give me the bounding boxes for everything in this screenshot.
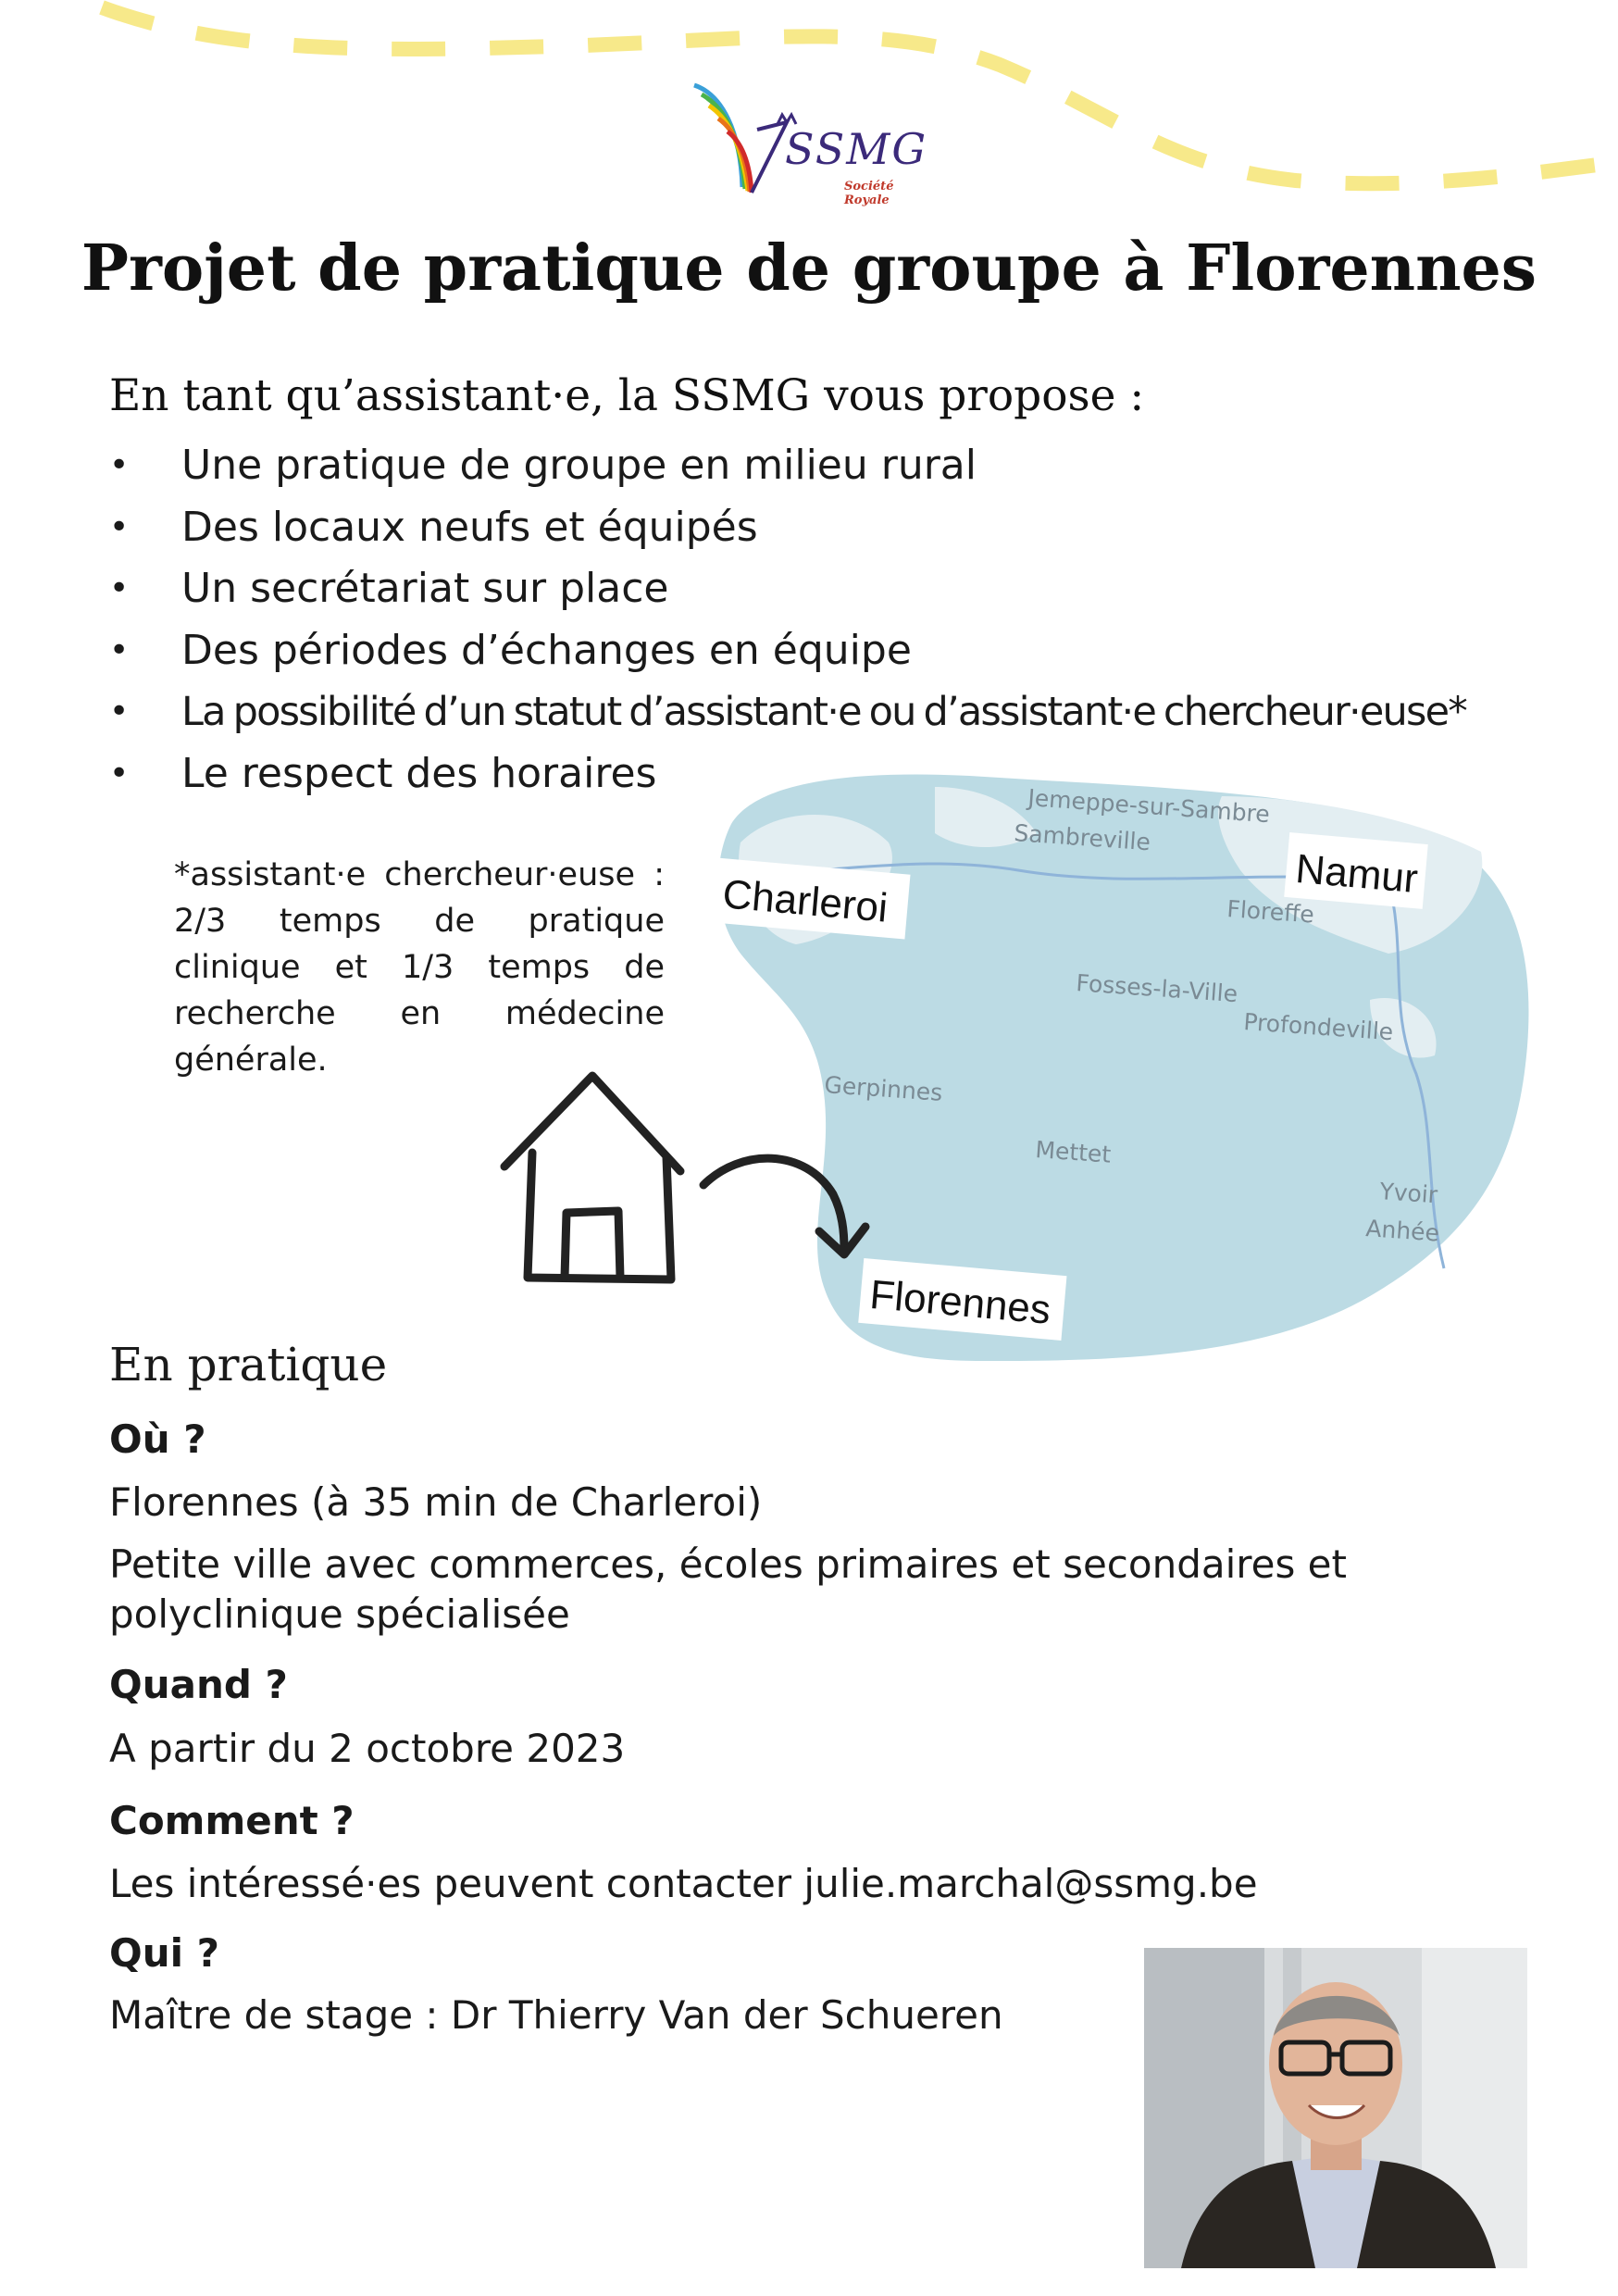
svg-text:Namur: Namur [1293, 845, 1420, 903]
list-item: • Une pratique de groupe en milieu rural [109, 435, 1466, 497]
city-label-namur [1284, 832, 1428, 909]
portrait-photo [1144, 1948, 1527, 2268]
list-item: • Un secrétariat sur place [109, 558, 1466, 620]
who-question: Qui ? [109, 1930, 219, 1976]
list-item: • La possibilité d’un statut d’assistant·e ou d’assistant·e chercheur·euse* [109, 681, 1466, 743]
intro-text: En tant qu’assistant·e, la SSMG vous propose : [109, 370, 1145, 421]
where-question: Où ? [109, 1416, 206, 1462]
curved-arrow-icon [703, 1158, 865, 1254]
offers-list [109, 435, 1466, 805]
bullet: • [109, 693, 128, 730]
house-icon [504, 1076, 680, 1279]
where-description: Petite ville avec commerces, écoles primaires et secondaires et polyclinique spécialisée [109, 1541, 1347, 1637]
svg-text:Florennes: Florennes [867, 1271, 1052, 1333]
svg-text:Charleroi: Charleroi [720, 871, 890, 931]
when-answer: A partir du 2 octobre 2023 [109, 1726, 626, 1771]
page-title: Projet de pratique de groupe à Florennes [81, 231, 1537, 306]
list-item: • Des locaux neufs et équipés [109, 497, 1466, 559]
list-item: • Des périodes d’échanges en équipe [109, 620, 1466, 682]
map-label-mettet: Mettet [1034, 1136, 1113, 1168]
map-label-fosses: Fosses-la-Ville [1075, 969, 1239, 1008]
map-label-gerpinnes: Gerpinnes [823, 1071, 944, 1106]
map-label-sambreville: Sambreville [1013, 819, 1151, 856]
bullet: • [109, 446, 130, 484]
ssmg-logo [685, 76, 926, 206]
where-answer: Florennes (à 35 min de Charleroi) [109, 1479, 763, 1525]
house-arrow-illustration [500, 1065, 889, 1287]
logo-subtitle: Société Royale [844, 180, 894, 207]
map-label-floreffe: Floreffe [1226, 895, 1315, 929]
bullet: • [109, 569, 130, 607]
footnote: *assistant·e chercheur·euse : 2/3 temps de pratique clinique et 1/3 temps de recherche en médecine générale. [174, 856, 665, 1079]
map-label-yvoir: Yvoir [1378, 1178, 1439, 1209]
bullet: • [109, 630, 130, 669]
section-heading: En pratique [109, 1338, 388, 1391]
how-answer: Les intéressé·es peuvent contacter julie.marchal@ssmg.be [109, 1861, 1258, 1906]
when-question: Quand ? [109, 1662, 288, 1707]
logo-wordmark: SSMG [785, 124, 928, 174]
map-label-jemeppe: Jemeppe-sur-Sambre [1027, 784, 1271, 829]
bullet: • [109, 754, 130, 792]
map-label-profondeville: Profondeville [1242, 1008, 1395, 1046]
list-item: • Le respect des horaires [109, 743, 1466, 805]
bullet: • [109, 507, 130, 546]
how-question: Comment ? [109, 1798, 355, 1843]
who-answer: Maître de stage : Dr Thierry Van der Schueren [109, 1992, 1003, 2038]
map-label-anhee: Anhée [1364, 1215, 1440, 1247]
